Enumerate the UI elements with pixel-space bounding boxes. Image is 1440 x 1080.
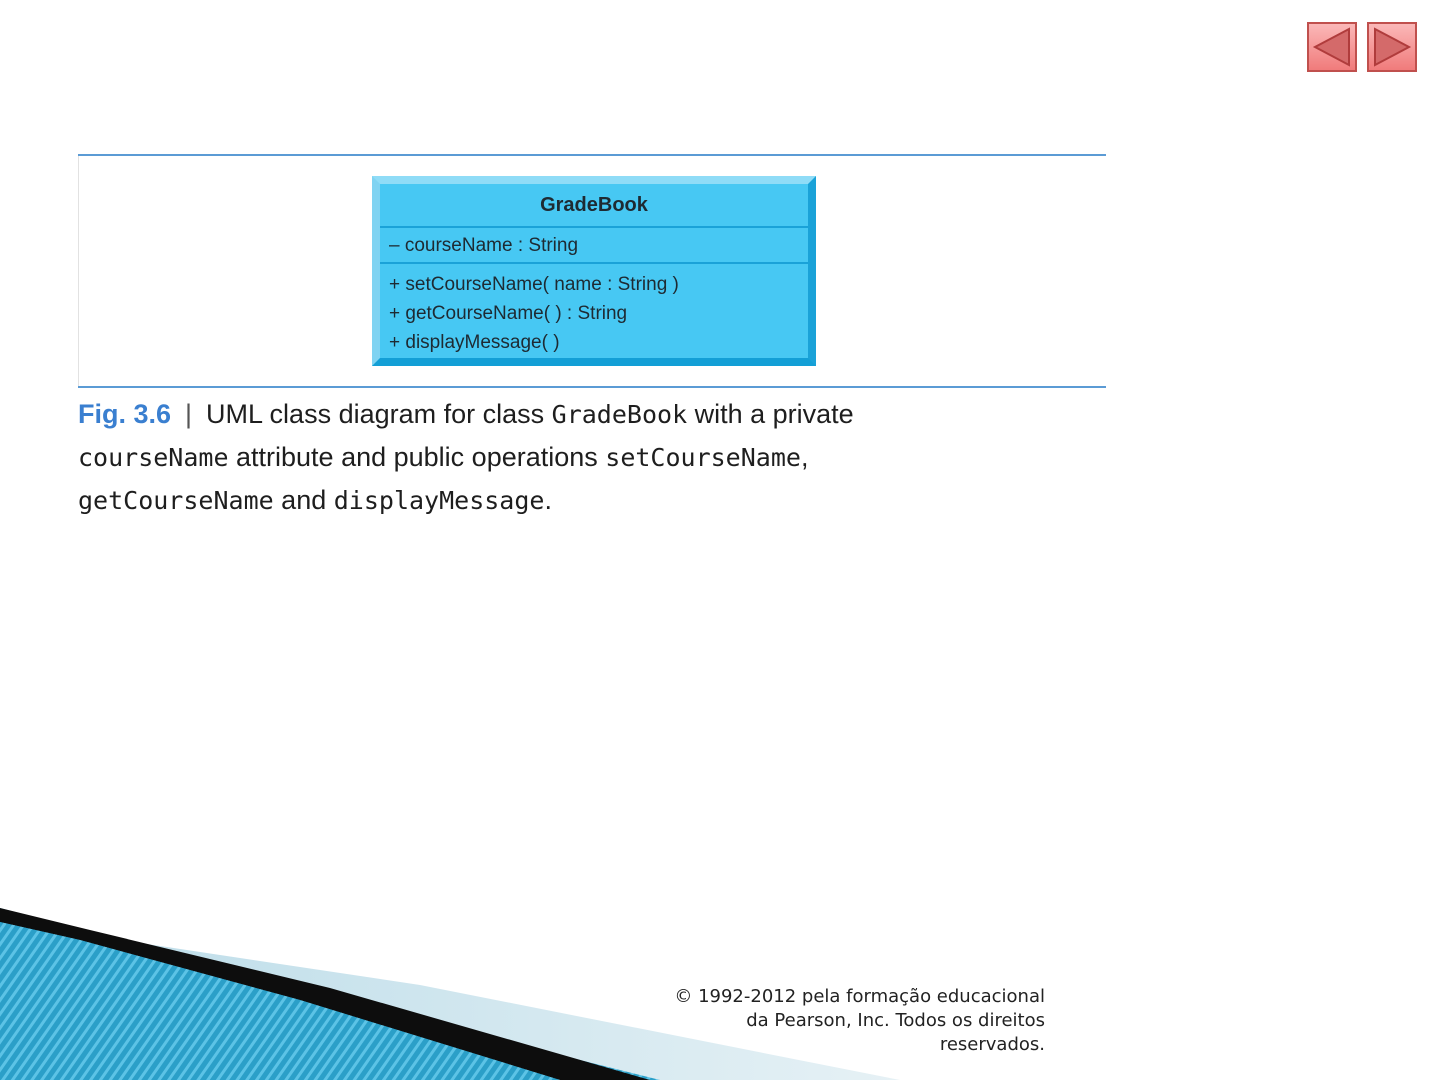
uml-attribute: – courseName : String xyxy=(389,235,579,256)
caption-code: setCourseName xyxy=(605,443,801,472)
copyright-notice xyxy=(605,985,1045,1057)
caption-text: with a private xyxy=(687,399,854,429)
caption-code: GradeBook xyxy=(551,400,688,429)
caption-text: . xyxy=(544,485,552,515)
figure-label: Fig. 3.6 xyxy=(78,399,172,429)
figure-caption xyxy=(78,393,1038,522)
caption-text: , xyxy=(800,442,809,472)
previous-slide-icon xyxy=(1307,22,1357,72)
uml-class-box xyxy=(372,176,816,366)
uml-operation: + setCourseName( name : String ) xyxy=(389,274,679,295)
copyright-line: reservados. xyxy=(939,1034,1045,1055)
uml-operation: + getCourseName( ) : String xyxy=(389,303,628,324)
caption-code: displayMessage xyxy=(333,486,545,515)
figure-bottom-rule xyxy=(78,386,1106,388)
uml-operations xyxy=(380,264,808,357)
copyright-line: © 1992-2012 pela formação educacional xyxy=(674,986,1045,1007)
caption-text: UML class diagram for class xyxy=(206,399,552,429)
caption-code: courseName xyxy=(78,443,229,472)
uml-class-name: GradeBook xyxy=(540,194,648,216)
copyright-line: da Pearson, Inc. Todos os direitos xyxy=(746,1010,1045,1031)
caption-text: attribute and public operations xyxy=(228,442,606,472)
caption-separator: | xyxy=(185,399,193,429)
caption-code: getCourseName xyxy=(78,486,274,515)
previous-slide-button[interactable] xyxy=(1307,22,1357,72)
next-slide-button[interactable] xyxy=(1367,22,1417,72)
uml-operation: + displayMessage( ) xyxy=(389,332,560,353)
next-slide-icon xyxy=(1367,22,1417,72)
caption-text: and xyxy=(273,485,334,515)
figure-left-border xyxy=(78,156,79,386)
figure-top-rule xyxy=(78,154,1106,156)
